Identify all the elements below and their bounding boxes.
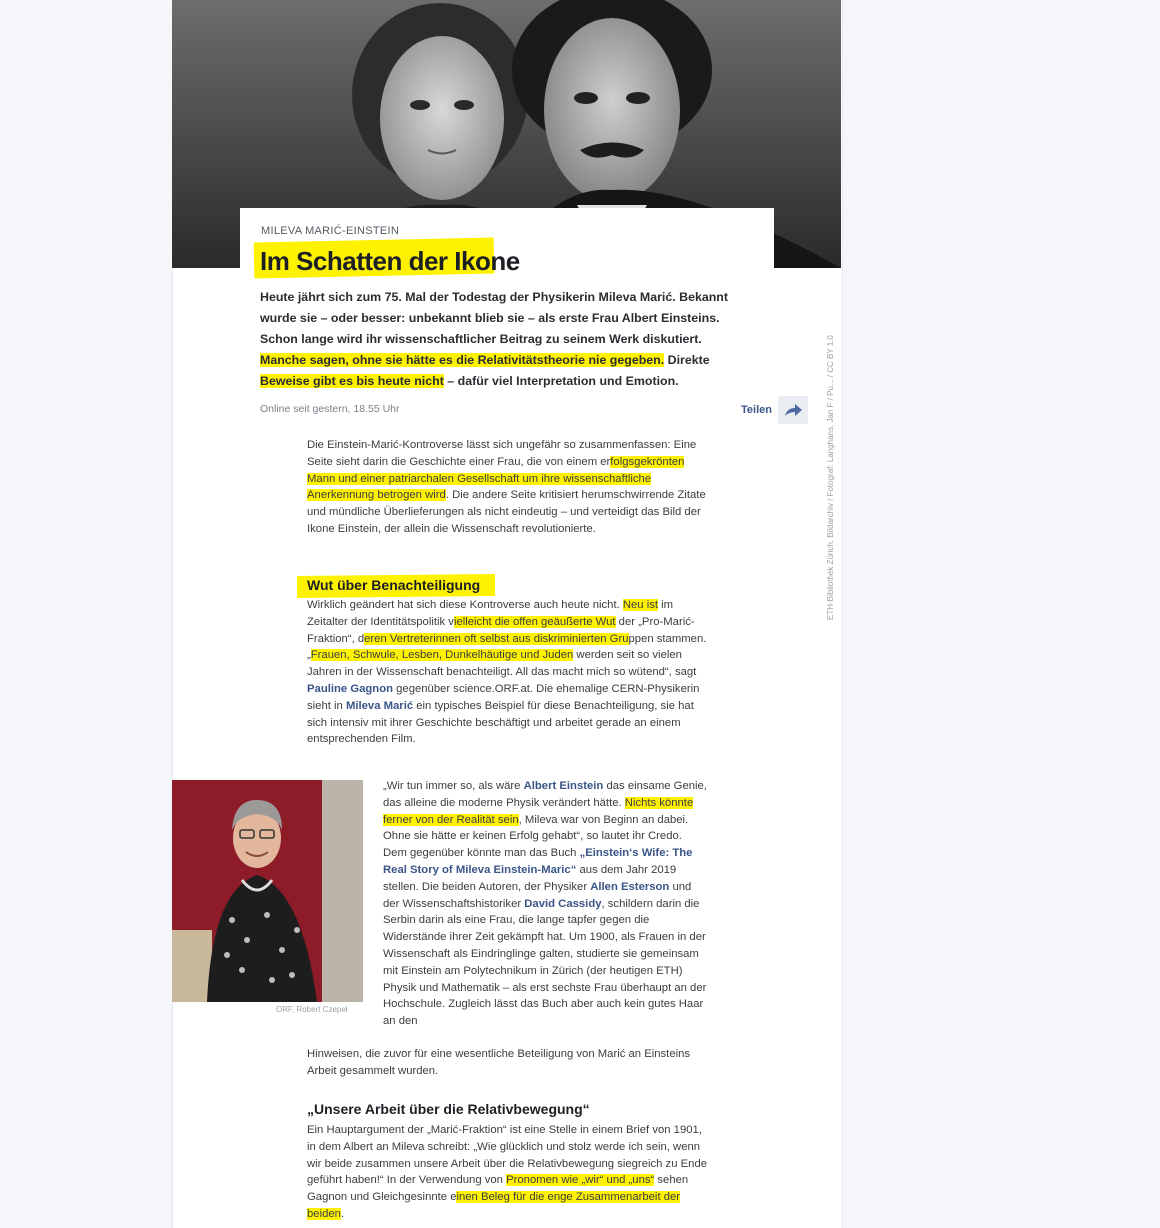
subhead-relativbewegung: „Unsere Arbeit über die Relativbewegung“ [307,1101,590,1117]
text-highlight: inen Beleg für die enge Zusammenarbeit der beiden [307,1191,681,1220]
lead-highlight: Beweise gibt es bis heute nicht [260,374,444,388]
body-text: werden seit so vielen Jahren in der Wissenschaft benachteiligt. All das macht mich so wütend“, sagt [307,649,697,679]
body-text: ein typisches Beispiel für diese Benachteiligung, sie hat sich intensiv mit ihrer Geschichte beschäftigt und arbeitet gerade an einem entsprechenden Film. [307,699,694,746]
page-title: Im Schatten der Ikone [260,246,520,276]
body-text: . Die andere Seite kritisiert herumschwirrende Zitate und mündliche Überlieferungen als nicht eindeutig – und verteidigt das Bild der Ikone Einstein, der allein die Wissenschaft revolutionierte. [307,489,706,535]
link-einsteins-wife-book[interactable]: „Einstein‘s Wife: The Real Story of Mileva Einstein-Maric“ [383,847,693,876]
portrait-image [172,780,363,1002]
text-highlight: folgsgekrönten Mann und einer patriarchalen Gesellschaft um ihre wissenschaftliche Anerkennung betrogen wird [307,455,685,502]
link-pauline-gagnon[interactable]: Pauline Gagnon [307,682,393,695]
body-text: Ein Hauptargument der „Marić-Fraktion“ ist eine Stelle in einem Brief von 1901, in dem Albert an Mileva schreibt: „Wie glücklich und stolz werde ich sein, wenn wir beide zusammen unsere Arbeit über die Relativbewegung siegreich zu Ende geführt haben!“ In der Verwendung von [307,1124,708,1187]
body-text: Die Einstein-Marić-Kontroverse lässt sich ungefähr so zusammenfassen: Eine Seite sieht darin die Geschichte einer Frau, die von einem er [307,439,697,468]
lead-text: Heute jährt sich zum 75. Mal der Todestag der Physikerin Mileva Marić. Bekannt wurde sie – oder besser: unbekannt blieb sie – als erste Frau Albert Einsteins. Schon lange wird ihr wissenschaftlicher Beitrag zu seinem Werk diskutiert. [260,290,729,346]
lead-text: – dafür viel Interpretation und Emotion. [443,374,679,388]
body-text: das einsame Genie, das alleine die moderne Physik verändert hätte. [383,780,707,809]
text-highlight: Pronomen wie „wir“ und „uns“ [506,1174,655,1187]
body-text: . [340,1207,345,1220]
share-icon[interactable] [778,396,808,424]
body-text: , schildern darin die Serbin darin als eine Frau, die lange tapfer gegen die Widerstände ihrer Zeit gekämpft hat. Um 1900, als Frauen in der Wissenschaft als Eindringlinge galten, studierte sie gemeinsam mit Einstein am Polytechnikum in Zürich (der heutigen ETH) Physik und Mathematik – als erst sechste Frau überhaupt an der Hochschule. Zugleich lässt das Buch aber auch kein gutes Haar an den [383,897,707,1028]
body-text: der „Pro-Marić-Fraktion“, d [307,615,695,645]
share-button[interactable] [741,396,808,424]
paragraph-intro [307,437,707,538]
body-text: gegenüber science.ORF.at. Die ehemalige CERN-Physikerin sieht in [307,682,700,712]
paragraph-brief [307,1122,707,1223]
article-kicker: MILEVA MARIĆ-EINSTEIN [261,225,400,237]
body-text: Wirklich geändert hat sich diese Kontroverse auch heute nicht. [307,599,623,611]
paragraph-quote-continued: Hinweisen, die zuvor für eine wesentliche Beteiligung von Marić an Einsteins Arbeit gesammelt wurden. [307,1048,691,1077]
share-label: Teilen [741,404,772,416]
text-highlight: eren Vertreterinnen oft selbst aus diskriminierten Gru [364,632,629,645]
body-text: aus dem Jahr 2019 stellen. Die beiden Autoren, der Physiker [383,863,677,893]
text-highlight: Frauen, Schwule, Lesben, Dunkelhäutige und Juden [310,649,574,662]
paragraph-wut [307,597,707,748]
inline-photo [172,780,363,1002]
link-allen-esterson[interactable]: Allen Esterson [590,880,670,893]
body-text: „Wir tun immer so, als wäre [383,780,524,792]
body-text: im Zeitalter der Identitätspolitik v [307,599,674,628]
publish-time: Online seit gestern, 18.55 Uhr [260,403,400,415]
body-text: , Mileva war von Beginn an dabei. Ohne sie hätte er keinen Erfolg gehabt“, so lautet ihr Credo. Dem gegenüber könnte man das Buch [383,813,689,860]
lead-text: Direkte [664,353,710,367]
text-highlight: Nichts könnte ferner von der Realität sein [383,796,694,826]
text-highlight: ielleicht die offen geäußerte Wut [453,615,616,628]
link-david-cassidy[interactable]: David Cassidy [524,897,602,910]
body-text: und der Wissenschaftshistoriker [383,880,692,910]
text-highlight: Neu ist [622,599,659,611]
lead-highlight: Manche sagen, ohne sie hätte es die Relativitätstheorie nie gegeben. [260,353,665,367]
link-mileva-maric[interactable]: Mileva Marić [345,699,414,712]
body-text: ppen stammen. „ [307,632,707,662]
paragraph-quote [383,778,708,1030]
link-albert-einstein[interactable]: Albert Einstein [523,780,604,792]
article-lead [260,287,750,392]
subhead-wut: Wut über Benachteiligung [307,577,481,593]
photo-credit: ETH-Bibliothek Zürich, Bildarchiv / Fotograf: Langhans, Jan F / Pu... / CC BY 1.0 [826,335,835,620]
body-text: sehen Gagnon und Gleichgesinnte e [307,1174,689,1204]
photo-caption: ORF, Robert Czepel [276,1005,348,1014]
